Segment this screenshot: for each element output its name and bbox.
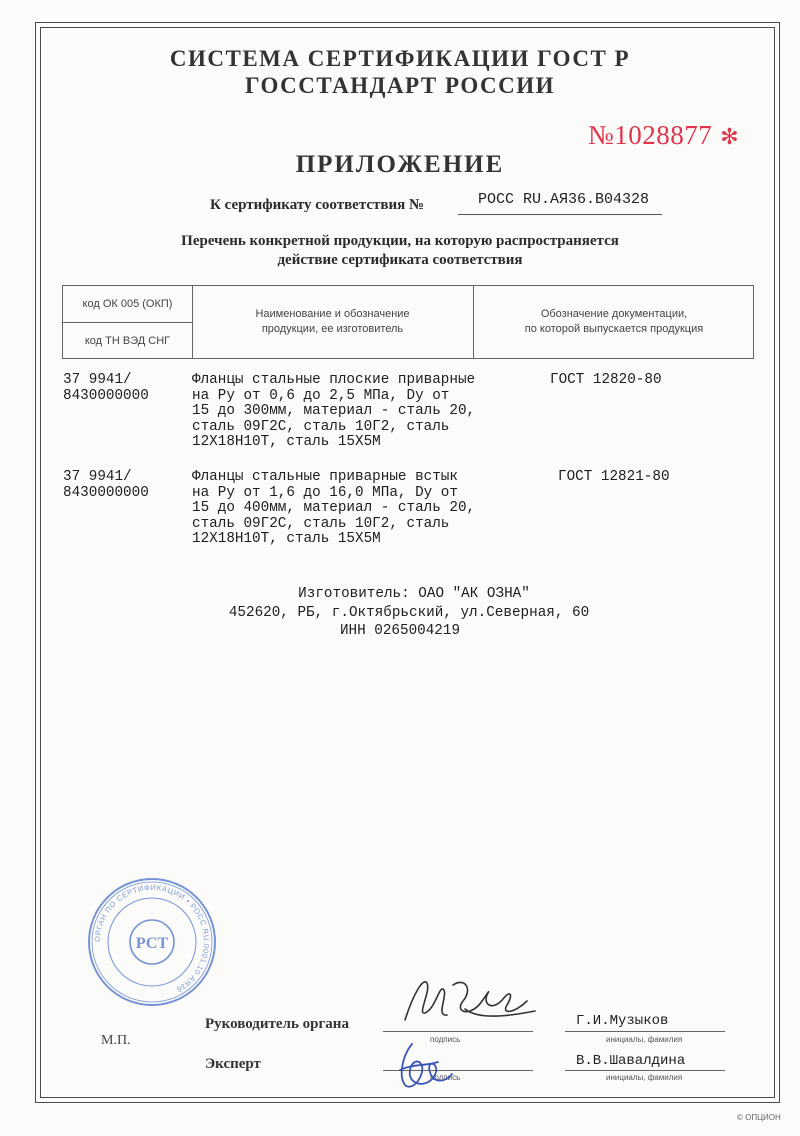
- product-description-line: Фланцы стальные плоские приварные: [192, 372, 476, 388]
- header-product-name-line-1: Наименование и обозначение: [255, 308, 410, 320]
- serial-mark-icon: ✻: [720, 124, 740, 149]
- product-description-line: на Ру от 0,6 до 2,5 МПа, Dy от: [192, 387, 450, 404]
- product-description: [192, 470, 475, 548]
- expert-label: Эксперт: [205, 1056, 261, 1072]
- product-okp-code: 37 9941/: [63, 469, 132, 485]
- expert-name-line: [565, 1070, 725, 1071]
- header-tnved-code: код ТН ВЭД СНГ: [84, 335, 171, 347]
- document-title: ПРИЛОЖЕНИЕ: [295, 151, 505, 178]
- expert-handwritten-signature: [392, 1036, 462, 1096]
- product-description-line: сталь 09Г2С, сталь 10Г2, сталь: [192, 418, 450, 435]
- certificate-label: К сертификату соответствия №: [210, 197, 425, 213]
- expert-signature-caption: подпись: [430, 1073, 461, 1082]
- product-okp-code: 37 9941/: [63, 372, 132, 388]
- product-standard: ГОСТ 12820-80: [550, 372, 662, 388]
- product-description-line: 12Х18Н10Т, сталь 15Х5М: [192, 531, 381, 547]
- seal-place-label: М.П.: [101, 1033, 131, 1048]
- header-product-name: [192, 307, 473, 337]
- header-okp-code: код ОК 005 (ОКП): [82, 298, 173, 310]
- product-description-line: сталь 09Г2С, сталь 10Г2, сталь: [192, 515, 450, 532]
- head-name-caption: инициалы, фамилия: [606, 1035, 683, 1044]
- subtitle-line-2: действие сертификата соответствия: [277, 252, 523, 268]
- product-code: [63, 373, 149, 404]
- header-line-2: ГОССТАНДАРТ РОССИИ: [244, 73, 556, 98]
- manufacturer-address: 452620, РБ, г.Октябрьский, ул.Северная, 60: [228, 604, 590, 621]
- certificate-number-underline: [458, 214, 662, 215]
- product-description-line: 15 до 400мм, материал - сталь 20,: [192, 500, 476, 516]
- certificate-number: РОСС RU.АЯ36.В04328: [478, 191, 650, 208]
- header-product-name-line-2: продукции, ее изготовитель: [261, 323, 404, 335]
- subtitle-line-1: Перечень конкретной продукции, на которую распространяется: [181, 233, 619, 249]
- header-documentation-line-1: Обозначение документации,: [540, 308, 688, 320]
- seal-ring-text: ОРГАН ПО СЕРТИФИКАЦИИ • РОСС RU.0001.10 АЯ36: [92, 882, 212, 995]
- manufacturer-name: Изготовитель: ОАО "АК ОЗНА": [298, 586, 530, 602]
- product-description-line: 12Х18Н10Т, сталь 15Х5М: [192, 434, 381, 450]
- header-documentation-line-2: по которой выпускается продукция: [524, 323, 704, 335]
- product-tnved-code: 8430000000: [63, 484, 149, 501]
- head-name: Г.И.Музыков: [576, 1013, 669, 1029]
- certification-seal: [86, 876, 218, 1008]
- head-name-line: [565, 1031, 725, 1032]
- head-handwritten-signature: [395, 965, 555, 1035]
- product-description-line: на Ру от 1,6 до 16,0 МПа, Dy от: [192, 484, 458, 501]
- expert-name-caption: инициалы, фамилия: [606, 1073, 683, 1082]
- serial-number-text: №1028877: [588, 120, 713, 150]
- product-code: [63, 470, 149, 501]
- expert-name: В.В.Шавалдина: [576, 1053, 686, 1069]
- serial-number: [588, 120, 739, 151]
- product-description-line: Фланцы стальные приварные встык: [192, 469, 458, 485]
- product-tnved-code: 8430000000: [63, 387, 149, 404]
- head-signature-caption: подпись: [430, 1035, 461, 1044]
- table-header: [62, 285, 754, 359]
- head-label: Руководитель органа: [205, 1016, 349, 1032]
- product-standard: ГОСТ 12821-80: [558, 469, 670, 485]
- printer-mark: © ОПЦИОН: [737, 1113, 781, 1122]
- header-documentation: [473, 307, 755, 337]
- manufacturer-inn: ИНН 0265004219: [339, 623, 461, 639]
- product-description-line: 15 до 300мм, материал - сталь 20,: [192, 403, 476, 419]
- product-description: [192, 373, 475, 451]
- manufacturer: [0, 587, 800, 640]
- header-line-1: СИСТЕМА СЕРТИФИКАЦИИ ГОСТ Р: [169, 46, 631, 71]
- seal-center-text: РСТ: [135, 935, 169, 952]
- table-divider: [63, 322, 192, 323]
